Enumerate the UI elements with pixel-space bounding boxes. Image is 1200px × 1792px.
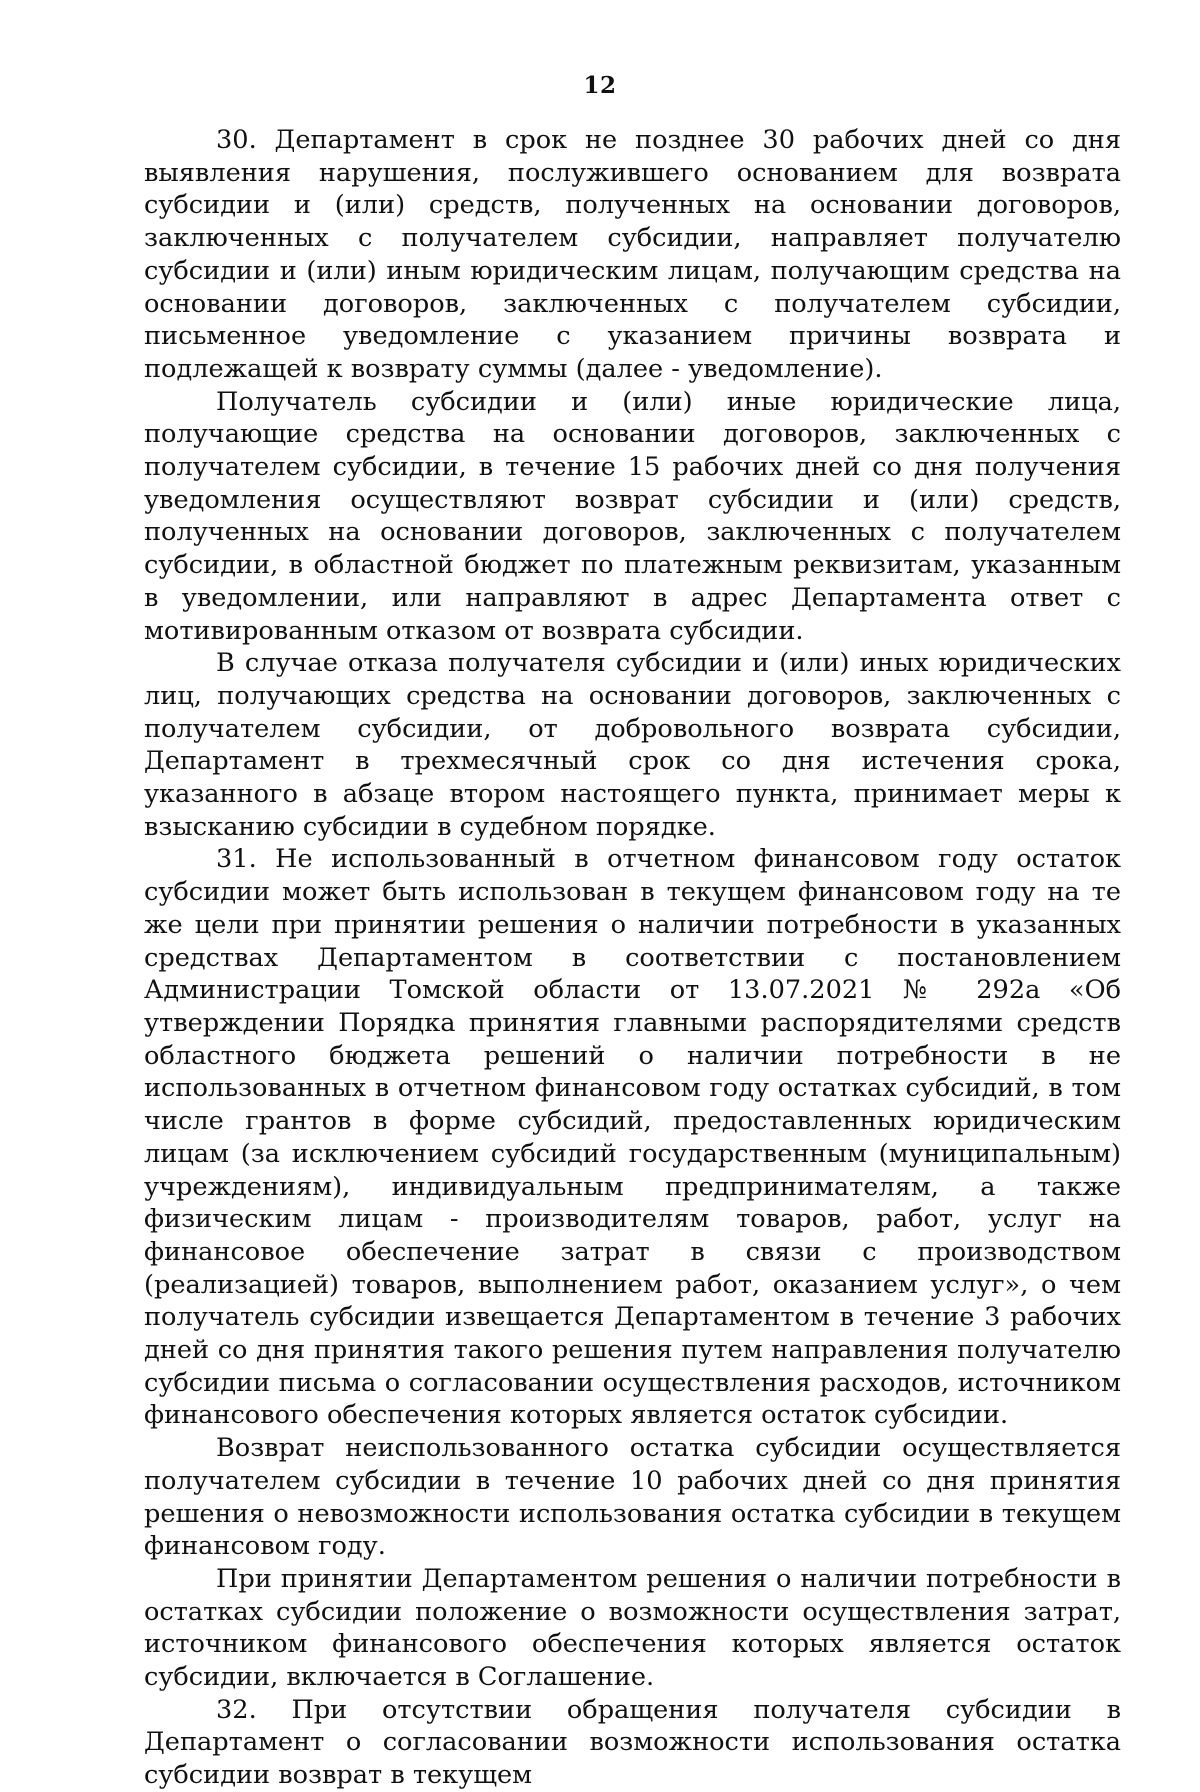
paragraph-30-refusal: В случае отказа получателя субсидии и (или) иных юридических лиц, получающих средства на основании договоров, заключенных с получателем субсидии, от добровольного возврата субсидии, Департамент в трехмесячный срок со дня истечения срока, указанного в абзаце втором настоящего пункта, принимает меры к взысканию субсидии в судебном порядке. <box>144 648 1121 842</box>
paragraph-30-refund-procedure: Получатель субсидии и (или) иные юридические лица, получающие средства на основании договоров, заключенных с получателем субсидии, в течение 15 рабочих дней со дня получения уведомления осуществляют возврат субсидии и (или) средств, полученных на основании договоров, заключенных с получателем субсидии, в областной бюджет по платежным реквизитам, указанным в уведомлении, или направляют в адрес Департамента ответ с мотивированным отказом от возврата субсидии. <box>144 386 1121 646</box>
paragraph-31: 31. Не использованный в отчетном финансовом году остаток субсидии может быть использован в текущем финансовом году на те же цели при принятии решения о наличии потребности в указанных средствах Департаментом в соответствии с постановлением Администрации Томской области от 13.07.2021 № 292а «Об утверждении Порядка принятия главными распорядителями средств областного бюджета решений о наличии потребности в не использованных в отчетном финансовом году остатках субсидий, в том числе грантов в форме субсидий, предоставленных юридическим лицам (за исключением субсидий государственным (муниципальным) учреждениям), индивидуальным предпринимателям, а также физическим лицам - производителям товаров, работ, услуг на финансовое обеспечение затрат в связи с производством (реализацией) товаров, выполнением работ, оказанием услуг», о чем получатель субсидии извещается Департаментом в течение 3 рабочих дней со дня принятия такого решения путем направления получателю субсидии письма о согласовании осуществления расходов, источником финансового обеспечения которых является остаток субсидии. <box>144 844 1121 1431</box>
paragraph-30: 30. Департамент в срок не позднее 30 рабочих дней со дня выявления нарушения, послужившего основанием для возврата субсидии и (или) средств, полученных на основании договоров, заключенных с получателем субсидии, направляет получателю субсидии и (или) иным юридическим лицам, получающим средства на основании договоров, заключенных с получателем субсидии, письменное уведомление с указанием причины возврата и подлежащей к возврату суммы (далее - уведомление). <box>144 125 1121 384</box>
paragraph-31-agreement: При принятии Департаментом решения о наличии потребности в остатках субсидии положение о возможности осуществления затрат, источником финансового обеспечения которых является остаток субсидии, включается в Соглашение. <box>144 1563 1121 1693</box>
paragraph-31-return-unused: Возврат неиспользованного остатка субсидии осуществляется получателем субсидии в течение 10 рабочих дней со дня принятия решения о невозможности использования остатка субсидии в текущем финансовом году. <box>144 1433 1121 1562</box>
page-number: 12 <box>583 72 617 99</box>
paragraph-32: 32. При отсутствии обращения получателя субсидии в Департамент о согласовании возможности использования остатка субсидии возврат в текущем <box>144 1694 1121 1791</box>
document-body <box>144 124 1121 1792</box>
